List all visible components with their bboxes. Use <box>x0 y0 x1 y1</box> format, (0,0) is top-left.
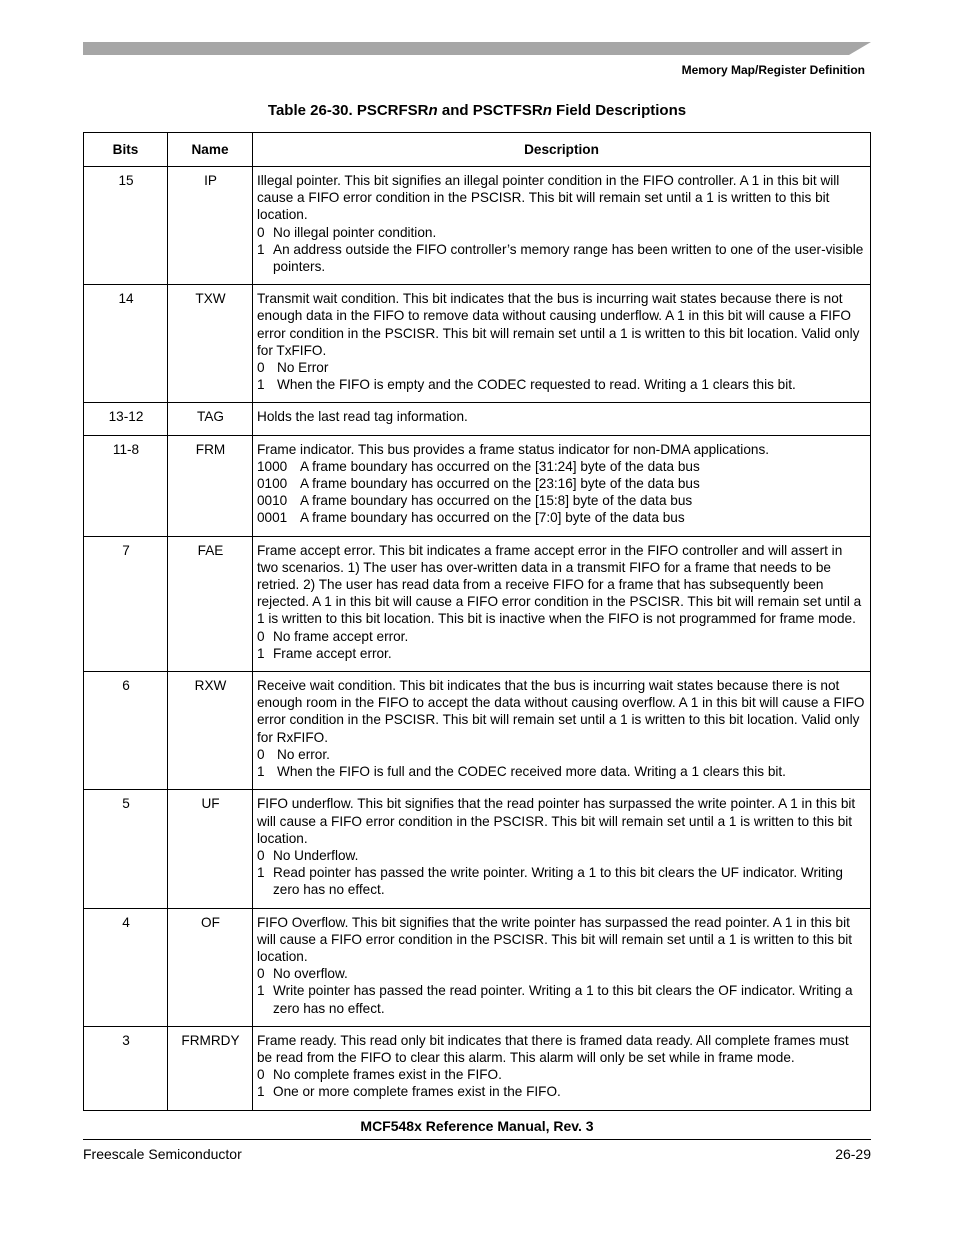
option-value: 0001 <box>257 510 288 526</box>
cell-description <box>253 403 871 435</box>
cell-description <box>253 536 871 671</box>
cell-name: FRM <box>168 435 253 536</box>
option-meaning: No illegal pointer condition. <box>273 224 437 240</box>
cell-bits: 15 <box>84 167 168 285</box>
description-option <box>257 376 867 393</box>
cell-bits: 11-8 <box>84 435 168 536</box>
column-header-name: Name <box>168 133 253 167</box>
footer-page-number: 26-29 <box>835 1146 871 1162</box>
cell-description <box>253 285 871 403</box>
footer-divider <box>83 1139 871 1140</box>
description-option <box>257 746 867 763</box>
option-meaning: Frame accept error. <box>273 645 392 661</box>
description-text: Illegal pointer. This bit signifies an illegal pointer condition in the FIFO controller. A 1 in this bit will cause a FIFO error condition in the PSCISR. This bit will remain set until a 1 is written to this bit location. <box>257 173 840 223</box>
description-option <box>257 241 867 275</box>
option-meaning: When the FIFO is empty and the CODEC requested to read. Writing a 1 clears this bit. <box>277 377 796 393</box>
table-row <box>84 908 871 1026</box>
table-row <box>84 285 871 403</box>
section-header: Memory Map/Register Definition <box>681 63 865 77</box>
table-row <box>84 790 871 908</box>
table-row <box>84 167 871 285</box>
table-row <box>84 435 871 536</box>
cell-name: UF <box>168 790 253 908</box>
table-title <box>0 102 954 119</box>
cell-name: FRMRDY <box>168 1026 253 1110</box>
table-title-n1: n <box>428 102 438 119</box>
cell-description <box>253 672 871 790</box>
table-title-part3: Field Descriptions <box>551 102 687 119</box>
description-text: Holds the last read tag information. <box>257 409 468 425</box>
option-value: 0 <box>257 746 265 762</box>
column-header-bits: Bits <box>84 133 168 167</box>
option-value: 1 <box>257 1084 265 1100</box>
option-meaning: No error. <box>277 746 330 762</box>
table-title-n2: n <box>542 102 552 119</box>
cell-name: OF <box>168 908 253 1026</box>
cell-name: TAG <box>168 403 253 435</box>
option-meaning: An address outside the FIFO controller’s memory range has been written to one of the user-visible pointers. <box>273 241 864 275</box>
option-value: 0010 <box>257 493 288 509</box>
option-value: 0 <box>257 1067 265 1083</box>
description-text: FIFO Overflow. This bit signifies that the write pointer has surpassed the read pointer. A 1 in this bit will cause a FIFO error condition in the PSCISR. This bit will remain set until a 1 is written to this bit location. <box>257 914 853 964</box>
option-meaning: No complete frames exist in the FIFO. <box>273 1067 502 1083</box>
table-title-part1: Table 26-30. PSCRFSR <box>267 102 429 119</box>
description-option <box>257 475 867 492</box>
cell-bits: 4 <box>84 908 168 1026</box>
option-value: 0 <box>257 224 265 240</box>
option-value: 1 <box>257 764 265 780</box>
cell-bits: 13-12 <box>84 403 168 435</box>
cell-bits: 14 <box>84 285 168 403</box>
cell-bits: 5 <box>84 790 168 908</box>
footer-manual-title: MCF548x Reference Manual, Rev. 3 <box>360 1118 594 1134</box>
table-row <box>84 1026 871 1110</box>
description-text: Receive wait condition. This bit indicates that the bus is incurring wait states because there is not enough room in the FIFO to accept the data without causing overflow. A 1 in this bit will cause a FIFO error condition in the PSCISR. This bit will remain set until a 1 is written to this bit location. Valid only for RxFIFO. <box>257 678 865 745</box>
description-option <box>257 965 867 982</box>
option-value: 1000 <box>257 458 288 474</box>
option-meaning: One or more complete frames exist in the FIFO. <box>273 1084 561 1100</box>
description-option <box>257 509 867 526</box>
option-meaning: No Error <box>277 360 329 376</box>
cell-description <box>253 790 871 908</box>
table-header-row <box>84 133 871 167</box>
option-meaning: Read pointer has passed the write pointer. Writing a 1 to this bit clears the UF indicator. Writing zero has no effect. <box>273 865 843 898</box>
description-text: FIFO underflow. This bit signifies that the read pointer has surpassed the write pointer. A 1 in this bit will cause a FIFO error condition in the PSCISR. This bit will remain set until a 1 is written to this bit location. <box>257 796 856 846</box>
field-descriptions-table <box>83 132 871 1111</box>
description-option <box>257 359 867 376</box>
description-option <box>257 864 867 898</box>
table-title-part2: and PSCTFSR <box>437 102 543 119</box>
option-value: 1 <box>257 983 265 999</box>
option-meaning: A frame boundary has occurred on the [15:8] byte of the data bus <box>300 493 693 509</box>
cell-name: TXW <box>168 285 253 403</box>
header-bar-graphic <box>83 42 871 55</box>
option-meaning: Write pointer has passed the read pointer. Writing a 1 to this bit clears the OF indicator. Writing a zero has no effect. <box>273 983 853 1016</box>
description-option <box>257 847 867 864</box>
description-text: Frame accept error. This bit indicates a frame accept error in the FIFO controller and will assert in two scenarios. 1) The user has over-written data in a transmit FIFO for a frame that needs to be retried. 2) The user has read data from a receive FIFO for a frame that has subsequently been rejected. A 1 in this bit will cause a FIFO error condition in the PSCISR. This bit will remain set until a 1 is written to this bit location. This bit is inactive when the FIFO is not programmed for frame mode. <box>257 542 862 627</box>
description-text: Transmit wait condition. This bit indicates that the bus is incurring wait states because there is not enough data in the FIFO to remove data without causing underflow. A 1 in this bit will cause a FIFO error condition in the PSCISR. This bit will remain set until a 1 is written to this bit location. Valid only for TxFIFO. <box>257 291 860 358</box>
cell-name: FAE <box>168 536 253 671</box>
cell-bits: 6 <box>84 672 168 790</box>
cell-description <box>253 435 871 536</box>
option-value: 1 <box>257 645 265 661</box>
table-row <box>84 536 871 671</box>
footer-company: Freescale Semiconductor <box>83 1146 242 1162</box>
description-text: Frame ready. This read only bit indicates that there is framed data ready. All complete frames must be read from the FIFO to clear this alarm. This alarm will only be set while in frame mode. <box>257 1032 849 1065</box>
description-text: Frame indicator. This bus provides a frame status indicator for non-DMA applications. <box>257 441 770 457</box>
header-bar <box>83 42 871 55</box>
option-meaning: No frame accept error. <box>273 628 409 644</box>
cell-name: RXW <box>168 672 253 790</box>
cell-bits: 7 <box>84 536 168 671</box>
description-option <box>257 1066 867 1083</box>
option-value: 1 <box>257 865 265 881</box>
description-option <box>257 1083 867 1100</box>
option-value: 0 <box>257 628 265 644</box>
description-option <box>257 458 867 475</box>
option-meaning: A frame boundary has occurred on the [7:0] byte of the data bus <box>300 510 685 526</box>
cell-description <box>253 908 871 1026</box>
option-meaning: A frame boundary has occurred on the [31:24] byte of the data bus <box>300 458 700 474</box>
description-option <box>257 224 867 241</box>
cell-description <box>253 167 871 285</box>
option-value: 1 <box>257 241 265 257</box>
option-value: 0 <box>257 847 265 863</box>
option-value: 0 <box>257 360 265 376</box>
option-meaning: A frame boundary has occurred on the [23:16] byte of the data bus <box>300 476 700 492</box>
description-option <box>257 628 867 645</box>
table-row <box>84 403 871 435</box>
column-header-description: Description <box>253 133 871 167</box>
description-option <box>257 645 867 662</box>
option-value: 0 <box>257 966 265 982</box>
cell-bits: 3 <box>84 1026 168 1110</box>
cell-description <box>253 1026 871 1110</box>
description-option <box>257 763 867 780</box>
option-meaning: No overflow. <box>273 966 348 982</box>
option-value: 1 <box>257 377 265 393</box>
description-option <box>257 492 867 509</box>
option-meaning: No Underflow. <box>273 847 359 863</box>
option-value: 0100 <box>257 476 288 492</box>
option-meaning: When the FIFO is full and the CODEC received more data. Writing a 1 clears this bit. <box>277 764 786 780</box>
cell-name: IP <box>168 167 253 285</box>
table-row <box>84 672 871 790</box>
description-option <box>257 982 867 1016</box>
